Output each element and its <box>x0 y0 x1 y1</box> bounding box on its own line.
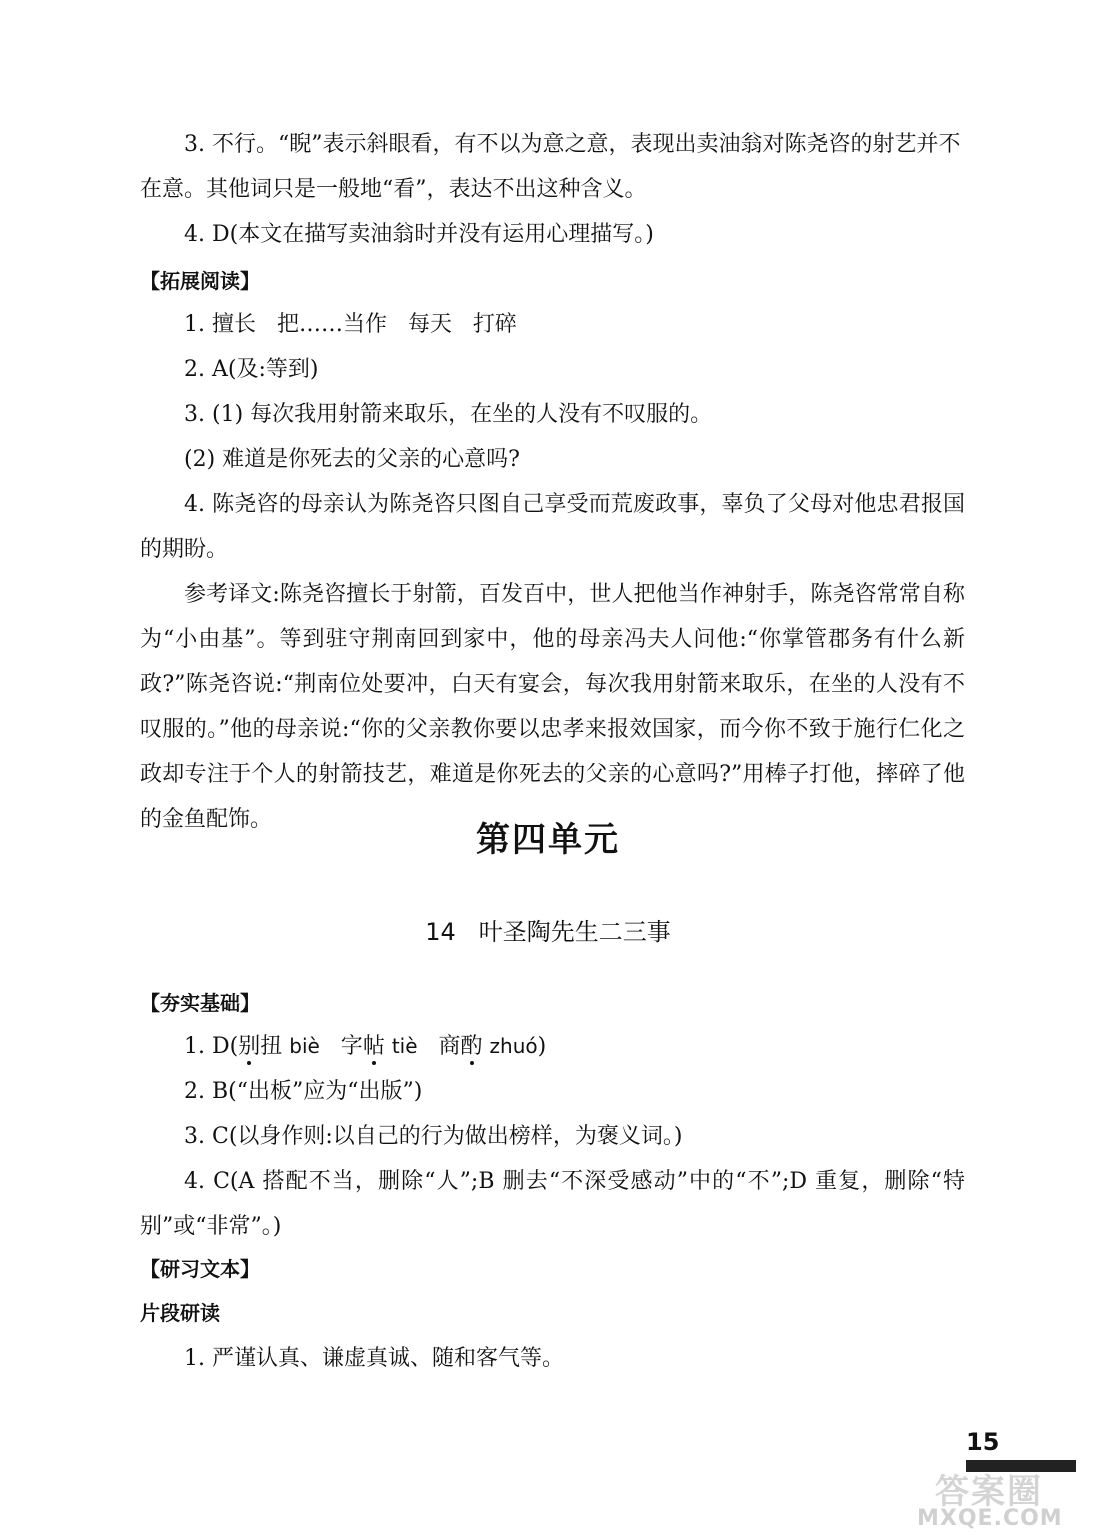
subheading-excerpt-reading: 片段研读 <box>140 1301 220 1325</box>
found-answer-1: 1. D(别扭 biè 字帖 tiè 商酌 zhuó) <box>184 1034 547 1059</box>
ext-answer-3-2: (2) 难道是你死去的父亲的心意吗? <box>184 447 520 472</box>
ext-answer-3-1: 3. (1) 每次我用射箭来取乐，在坐的人没有不叹服的。 <box>184 402 713 427</box>
watermark-url: MXQE.COM <box>917 1506 1063 1531</box>
found-answer-3: 3. C(以身作则:以自己的行为做出榜样，为褒义词。) <box>184 1124 683 1149</box>
watermark-logo <box>905 1462 1085 1532</box>
answer-3: 3. 不行。“睨”表示斜眼看，有不以为意之意，表现出卖油翁对陈尧咨的射艺并不 在意。其他词只是一般地“看”，表达不出这种含义。 <box>140 132 961 202</box>
unit-title: 第四单元 <box>476 820 620 860</box>
found-answer-2: 2. B(“出板”应为“出版”) <box>184 1079 423 1104</box>
answer-4: 4. D(本文在描写卖油翁时并没有运用心理描写。) <box>184 222 654 247</box>
heading-extended-reading: 【拓展阅读】 <box>140 269 260 293</box>
found-answer-4: 4. C(A 搭配不当，删除“人”;B 删去“不深受感动”中的“不”;D 重复，删除“特别”或“非常”。) <box>140 1169 965 1239</box>
reference-translation: 参考译文:陈尧咨擅长于射箭，百发百中，世人把他当作神射手，陈尧咨常常自称为“小由基”。等到驻守荆南回到家中，他的母亲冯夫人问他:“你掌管郡务有什么新政?”陈尧咨说:“荆南位处要冲，白天有宴会，每次我用射箭来取乐，在坐的人没有不叹服的。”他的母亲说:“你的父亲教你要以忠孝来报效国家，而今你不致于施行仁化之政却专注于个人的射箭技艺，难道是你死去的父亲的心意吗?”用棒子打他，摔碎了他的金鱼配饰。 <box>140 582 965 832</box>
study-answer-1: 1. 严谨认真、谦虚真诚、随和客气等。 <box>184 1346 564 1371</box>
ext-answer-1: 1. 擅长 把……当作 每天 打碎 <box>184 312 517 337</box>
watermark-logo-text: 答案圈 <box>935 1472 1043 1512</box>
heading-foundation: 【夯实基础】 <box>140 991 260 1015</box>
heading-study-text: 【研习文本】 <box>140 1257 260 1281</box>
ext-answer-4: 4. 陈尧咨的母亲认为陈尧咨只图自己享受而荒废政事，辜负了父母对他忠君报国的期盼。 <box>140 492 965 562</box>
page-number: 15 <box>966 1428 1000 1456</box>
lesson-title: 14 叶圣陶先生二三事 <box>425 918 671 946</box>
ext-answer-2: 2. A(及:等到) <box>184 357 319 382</box>
